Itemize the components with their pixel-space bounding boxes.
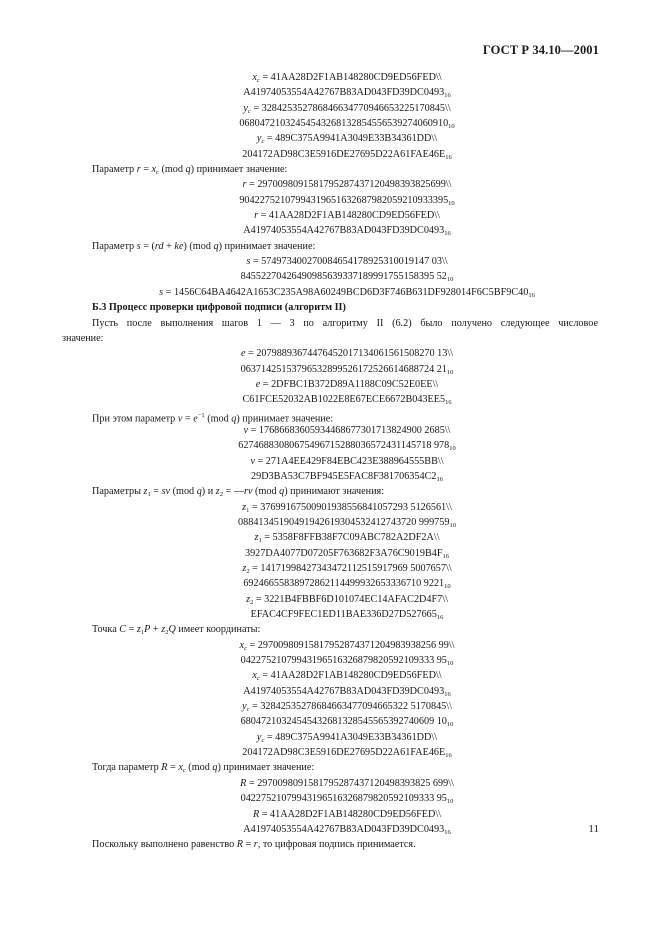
text-line: Поскольку выполнено равенство R = r, то цифровая подпись принимается. <box>92 839 416 851</box>
text-line: Пусть после выполнения шагов 1 — 3 по алгоритму II (6.2) было получено следующее числовое <box>92 317 598 329</box>
formula-line: $x_c$ = 41AA28D2F1AB148280CD9ED56FED\\ <box>252 670 442 683</box>
formula-line: 68047210324545432681328545565392740609 $10_{10}$ <box>240 716 454 729</box>
formula-line: R = 2970098091581795287437120498393825 699\\ <box>240 777 454 789</box>
formula-line: v = 17686683605934468677301713824900 2685\\ <box>243 424 451 436</box>
text-line: Параметр $r = x_c$ (mod q) принимает значение: <box>92 164 288 177</box>
formula-line: r = 41AA28D2F1AB148280CD9ED56FED\\ <box>254 210 440 222</box>
formula-line: 06371425153796532899526172526614688724 $21_{10}$ <box>240 363 454 376</box>
formula-line: $z_1$ = 5358F8FFB38F7C09ABC782A2DF2A\\ <box>254 532 440 545</box>
formula-line: $x_c = 29700980915817952874371204983938256$ 99\\ <box>239 639 455 652</box>
formula-line: $y_c$ = 489C375A9941A3049E33B34361DD\\ <box>256 133 438 146</box>
formula-line: 84552270426490985639337189991755158395 $52_{10}$ <box>240 271 454 284</box>
formula-line: s = 574973400270084654178925310019147 03\\ <box>246 256 448 268</box>
formula-line: $204172AD98C3E5916DE27695D22A61FAE46E_{16}$ <box>242 747 452 760</box>
formula-line: $A41974053554A42767B83AD043FD39DC0493_{16}$ <box>243 823 451 836</box>
formula-line: r = 2970098091581795287437120498393825699\\ <box>242 179 452 191</box>
formula-line: $A41974053554A42767B83AD043FD39DC0493_{16}$ <box>243 225 451 238</box>
formula-line: $y_c = 32842535278684663477094665322$ 5170845\\ <box>242 701 452 714</box>
formula-line: 62746883080675496715288036572431145718 $978_{10}$ <box>238 440 456 453</box>
formula-line: $y_c$ = 489C375A9941A3049E33B34361DD\\ <box>256 731 438 744</box>
page-number: 11 <box>588 823 599 835</box>
formula-line: 04227521079943196516326879820592109333 $95_{10}$ <box>240 655 454 668</box>
document-body <box>62 70 598 853</box>
formula-line: $z_2$ = 3221B4FBBF6D101074EC14AFAC2D4F7\\ <box>246 593 448 606</box>
section-heading: Б.3 Процесс проверки цифровой подписи (алгоритм II) <box>92 302 346 314</box>
formula-line: $29D3BA53C7BF945E5FAC8F381706354C2_{16}$ <box>251 470 443 483</box>
formula-line: $x_c$ = 41AA28D2F1AB148280CD9ED56FED\\ <box>252 72 442 84</box>
formula-line: $z_2 = 14171998427343472112515917969$ 5007657\\ <box>242 563 452 575</box>
text-line: Точка $C = z_1P + z_2Q$ имеет координаты: <box>92 624 261 637</box>
text-line: Тогда параметр $R = x_c$ (mod q) принимает значение: <box>92 762 315 775</box>
formula-line: $90422752107994319651632687982059210933395_{10}$ <box>239 194 455 207</box>
formula-line: $A41974053554A42767B83AD043FD39DC0493_{16}$ <box>243 685 451 698</box>
formula-line: e = 2DFBC1B372D89A1188C09C52E0EE\\ <box>255 378 439 390</box>
formula-line: $06804721032454543268132854556539274060910_{10}$ <box>239 118 455 131</box>
formula-line: $EFAC4CF9FEC1ED11BAE336D27D527665_{16}$ <box>250 609 444 622</box>
text-line: При этом параметр $v = e^{-1}$ (mod q) принимает значение: <box>92 411 334 424</box>
formula-line: v = 271A4EE429F84EBC423E388964555BB\\ <box>250 455 444 467</box>
formula-line: $s = 1456C64BA4642A1653C235A98A60249BCD6D3F746B631DF928014F6C5BF9C40_{16}$ <box>159 286 535 299</box>
formula-line: $3927DA4077D07205F763682F3A76C9019B4F_{16}$ <box>244 547 450 560</box>
document-header-title: ГОСТ Р 34.10—2001 <box>482 43 599 57</box>
text-line: Параметры $z_1$ = sv (mod q) и $z_2$ = —rv (mod q) принимают значения: <box>92 486 385 499</box>
formula-line: 04227521079943196516326879820592109333 $95_{10}$ <box>240 793 454 806</box>
formula-line: $y_c$ = 328425352786846634770946653225170845\\ <box>243 102 451 115</box>
formula-line: e = 20798893674476452017134061561508270 13\\ <box>240 348 454 360</box>
formula-line: 69246655838972862114499932653336710 $9221_{10}$ <box>243 578 451 591</box>
formula-line: R = 41AA28D2F1AB148280CD9ED56FED\\ <box>252 808 441 820</box>
formula-line: $A41974053554A42767B83AD043FD39DC0493_{16}$ <box>243 87 451 100</box>
text-line: Параметр s = (rd + ke) (mod q) принимает значение: <box>92 240 316 252</box>
formula-line: $204172AD98C3E5916DE27695D22A61FAE46E_{16}$ <box>242 148 452 161</box>
formula-line: $C61FCE52032AB1022E8E67ECE6672B043EE5_{16}$ <box>242 394 452 407</box>
text-line: значение: <box>62 332 104 344</box>
formula-line: 08841345190491942619304532412743720 $999759_{10}$ <box>238 516 456 529</box>
formula-line: $z_1 = 37699167500901938556841057293$ 5126561\\ <box>242 501 452 514</box>
